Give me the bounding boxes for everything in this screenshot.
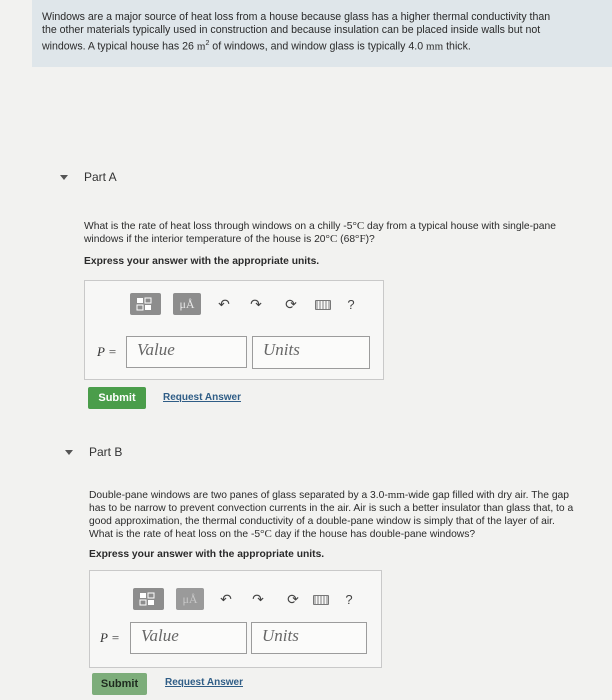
help-button[interactable]: ? bbox=[347, 296, 355, 312]
question-text: )? bbox=[365, 234, 375, 245]
keyboard-icon bbox=[315, 300, 331, 310]
part-a-header[interactable] bbox=[60, 170, 117, 184]
p-variable-label: P = bbox=[97, 344, 117, 359]
question-line bbox=[84, 233, 604, 246]
help-button[interactable]: ? bbox=[345, 591, 353, 607]
reset-icon[interactable]: ⟳ bbox=[287, 590, 299, 607]
collapse-caret-icon[interactable] bbox=[60, 175, 68, 180]
value-input[interactable]: Value bbox=[130, 622, 247, 654]
templates-button[interactable] bbox=[133, 588, 164, 610]
collapse-caret-icon[interactable] bbox=[65, 450, 73, 455]
unit-celsius: °C bbox=[352, 220, 365, 232]
units-input[interactable]: Units bbox=[252, 336, 370, 369]
intro-line-2: the other materials typically used in construction and because insulation can be placed inside walls but not bbox=[42, 24, 541, 36]
question-text: windows if the interior temperature of the house is 20 bbox=[84, 234, 326, 245]
part-b-request-answer-link[interactable]: Request Answer bbox=[165, 677, 243, 688]
reset-icon[interactable]: ⟳ bbox=[285, 295, 297, 312]
intro-text: of windows, and window glass is typically 4.0 bbox=[209, 40, 427, 53]
problem-intro bbox=[32, 0, 612, 67]
part-b-header[interactable] bbox=[65, 445, 122, 459]
question-text: What is the rate of heat loss on the -5 bbox=[89, 529, 261, 540]
templates-icon bbox=[136, 297, 156, 311]
question-text: day if the house has double-pane windows? bbox=[271, 529, 476, 540]
units-input[interactable]: Units bbox=[251, 622, 367, 654]
question-line: has to be narrow to prevent convection currents in the air. Air is such a better insulator than glass that, to a bbox=[89, 503, 574, 514]
part-b-submit-button[interactable]: Submit bbox=[92, 673, 147, 695]
part-b-question bbox=[89, 489, 604, 541]
keyboard-icon bbox=[313, 595, 329, 605]
question-text: (68 bbox=[337, 234, 356, 245]
question-line bbox=[89, 528, 604, 541]
keyboard-button[interactable] bbox=[313, 299, 333, 311]
question-line: good approximation, the thermal conductivity of a double-pane window is simply that of the layer of air. bbox=[89, 516, 555, 527]
undo-icon[interactable]: ↶ bbox=[218, 295, 230, 312]
question-line bbox=[84, 220, 604, 233]
question-text: -wide gap filled with dry air. The gap bbox=[404, 490, 569, 501]
unit-mm: mm bbox=[426, 40, 444, 53]
question-text: Double-pane windows are two panes of glass separated by a 3.0- bbox=[89, 490, 388, 501]
unit-fahrenheit: °F bbox=[355, 233, 366, 245]
question-text: day from a typical house with single-pane bbox=[364, 221, 556, 232]
symbols-button[interactable]: μÅ bbox=[173, 293, 201, 315]
redo-icon[interactable]: ↷ bbox=[250, 295, 262, 312]
question-line bbox=[89, 489, 604, 502]
unit-celsius: °C bbox=[260, 528, 272, 540]
intro-text: windows. A typical house has 26 bbox=[42, 40, 197, 53]
intro-text: thick. bbox=[443, 40, 471, 53]
templates-icon bbox=[139, 592, 159, 606]
question-text: What is the rate of heat loss through windows on a chilly -5 bbox=[84, 221, 353, 232]
symbols-button[interactable]: μÅ bbox=[176, 588, 204, 610]
undo-icon[interactable]: ↶ bbox=[220, 590, 232, 607]
part-b-instructions: Express your answer with the appropriate units. bbox=[89, 549, 325, 560]
templates-button[interactable] bbox=[130, 293, 161, 315]
value-input[interactable]: Value bbox=[126, 336, 247, 368]
intro-line-3 bbox=[42, 37, 600, 54]
unit-exponent: 2 bbox=[205, 40, 210, 47]
redo-icon[interactable]: ↷ bbox=[252, 590, 264, 607]
unit-celsius: °C bbox=[325, 233, 338, 245]
unit-m: m bbox=[196, 40, 206, 53]
part-b-title: Part B bbox=[89, 445, 123, 459]
unit-mm: mm bbox=[387, 489, 405, 501]
intro-line-1: Windows are a major source of heat loss from a house because glass has a higher thermal conductivity than bbox=[42, 11, 551, 23]
part-a-submit-button[interactable]: Submit bbox=[88, 387, 146, 409]
part-a-title: Part A bbox=[84, 170, 117, 184]
part-a-request-answer-link[interactable]: Request Answer bbox=[163, 392, 241, 403]
part-a-instructions: Express your answer with the appropriate units. bbox=[84, 256, 320, 267]
part-a-question bbox=[84, 220, 604, 246]
p-variable-label: P = bbox=[100, 630, 120, 645]
keyboard-button[interactable] bbox=[311, 594, 331, 606]
